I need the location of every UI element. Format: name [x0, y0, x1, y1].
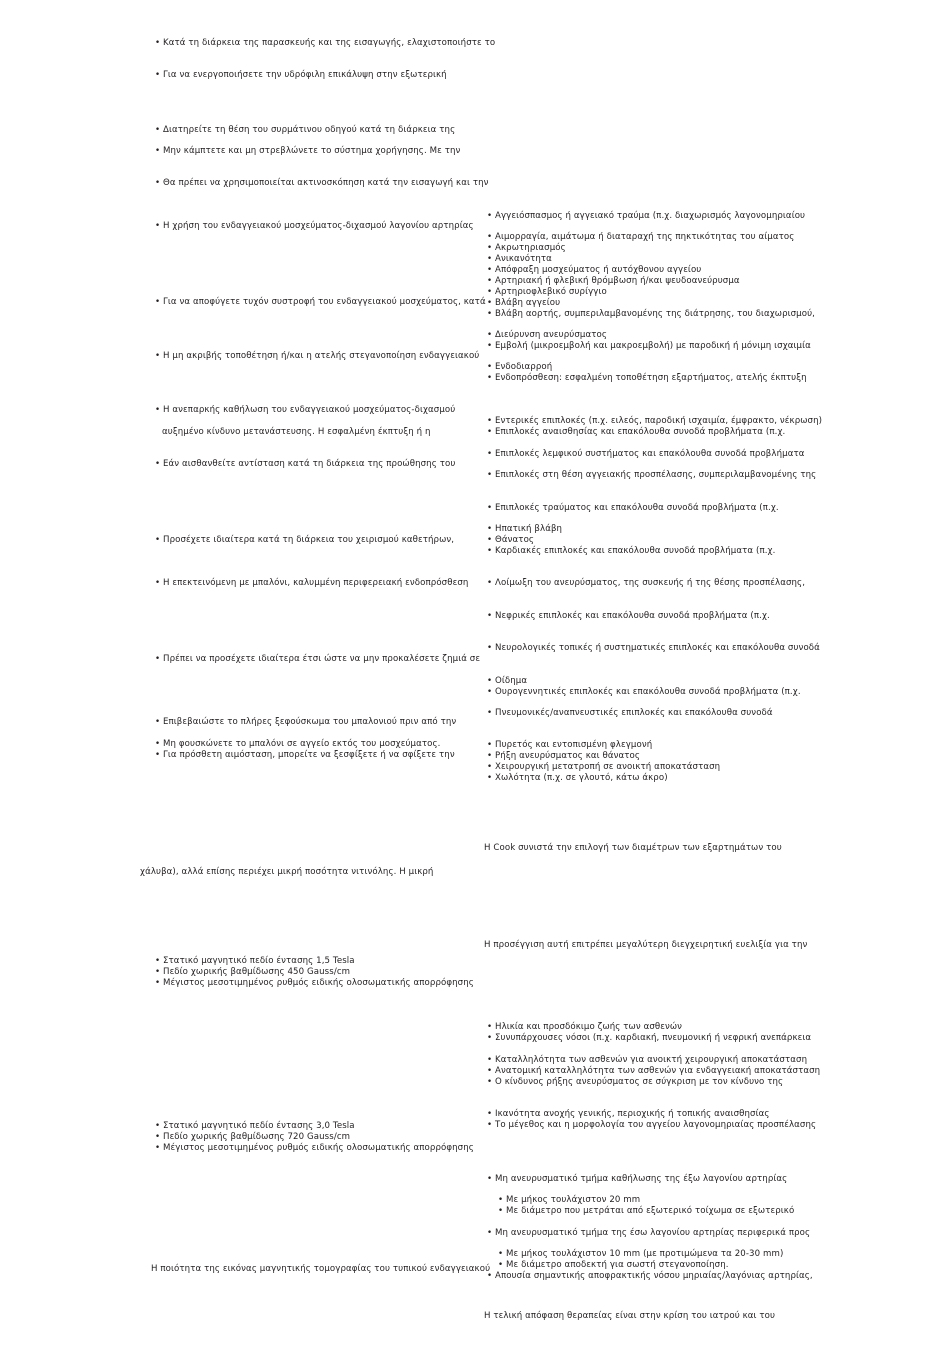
list-item: • Ικανότητα ανοχής γενικής, περιοχικής ή τοπικής αναισθησίας [487, 1109, 770, 1119]
anatomy-requirement-item: • Απουσία σημαντικής αποφρακτικής νόσου μηριαίας/λαγόνιας αρτηρίας, [487, 1271, 813, 1281]
list-item: • Στατικό μαγνητικό πεδίο έντασης 3,0 Tesla [155, 1121, 355, 1131]
adverse-events-list [487, 676, 801, 698]
list-item: • Το μέγεθος και η μορφολογία του αγγείου λαγονομηριαίας προσπέλασης [487, 1120, 817, 1130]
adverse-events-list [487, 416, 822, 438]
adverse-events-list [487, 362, 807, 384]
adverse-event-item: • Λοίμωξη του ανευρύσματος, της συσκευής ή της θέσης προσπέλασης, [487, 578, 806, 588]
list-item: • Ουρογεννητικές επιπλοκές και επακόλουθα συνοδά προβλήματα (π.χ. [487, 687, 801, 697]
list-item: • Ενδοδιαρροή [487, 362, 553, 372]
mri-conditions-list [155, 956, 474, 989]
list-item: • Αρτηριοφλεβικό συρίγγιο [487, 287, 607, 297]
list-item: • Ακρωτηριασμός [487, 243, 566, 253]
paragraph-line: Η τελική απόφαση θεραπείας είναι στην κρίση του ιατρού και του [484, 1311, 776, 1321]
paragraph-line: Η Cook συνιστά την επιλογή των διαμέτρων των εξαρτημάτων του [484, 843, 782, 853]
warning-bullet: • Πρέπει να προσέχετε ιδιαίτερα έτσι ώστε να μην προκαλέσετε ζημιά σε [155, 654, 481, 664]
warning-bullet: • Επιβεβαιώστε το πλήρες ξεφούσκωμα του μπαλονιού πριν από την [155, 717, 457, 727]
warning-bullet: • Η επεκτεινόμενη με μπαλόνι, καλυμμένη περιφερειακή ενδοπρόσθεση [155, 578, 469, 588]
list-item: • Πεδίο χωρικής βαθμίδωσης 720 Gauss/cm [155, 1132, 351, 1142]
list-item: • Εντερικές επιπλοκές (π.χ. ειλεός, παροδική ισχαιμία, έμφρακτο, νέκρωση) [487, 416, 823, 426]
warning-bullet: • Μη φουσκώνετε το μπαλόνι σε αγγείο εκτός του μοσχεύματος. [155, 739, 441, 749]
warning-bullet: • Η χρήση του ενδαγγειακού μοσχεύματος-διχασμού λαγονίου αρτηρίας [155, 221, 474, 231]
list-item: • Μέγιστος μεσοτιμημένος ρυθμός ειδικής ολοσωματικής απορρόφησης [155, 978, 474, 988]
list-item: • Καταλληλότητα των ασθενών για ανοικτή χειρουργική αποκατάσταση [487, 1055, 808, 1065]
adverse-event-item: • Νεφρικές επιπλοκές και επακόλουθα συνοδά προβλήματα (π.χ. [487, 611, 770, 621]
list-item: • Ενδοπρόσθεση: εσφαλμένη τοποθέτηση εξαρτήματος, ατελής έκπτυξη [487, 373, 807, 383]
list-item: • Χειρουργική μετατροπή σε ανοικτή αποκατάσταση [487, 762, 721, 772]
warning-bullet: • Για να ενεργοποιήσετε την υδρόφιλη επικάλυψη στην εξωτερική [155, 70, 447, 80]
paragraph-line: Η ποιότητα της εικόνας μαγνητικής τομογραφίας του τυπικού ενδαγγειακού [151, 1264, 491, 1274]
list-item: • Χωλότητα (π.χ. σε γλουτό, κάτω άκρο) [487, 773, 668, 783]
patient-selection-list [487, 1109, 816, 1131]
warning-bullet: • Διατηρείτε τη θέση του συρμάτινου οδηγού κατά τη διάρκεια της [155, 125, 456, 135]
list-item: • Οίδημα [487, 676, 528, 686]
paragraph-line: Η προσέγγιση αυτή επιτρέπει μεγαλύτερη διεγχειρητική ευελιξία για την [484, 940, 808, 950]
mri-conditions-list [155, 1121, 474, 1154]
warning-bullet: • Προσέχετε ιδιαίτερα κατά τη διάρκεια του χειρισμού καθετήρων, [155, 535, 455, 545]
adverse-events-list [487, 524, 775, 557]
list-item: • Επιπλοκές αναισθησίας και επακόλουθα συνοδά προβλήματα (π.χ. [487, 427, 786, 437]
adverse-event-item: • Πνευμονικές/αναπνευστικές επιπλοκές και επακόλουθα συνοδά [487, 708, 773, 718]
list-item: • Στατικό μαγνητικό πεδίο έντασης 1,5 Tesla [155, 956, 355, 966]
anatomy-sublist [498, 1249, 783, 1271]
adverse-event-item: • Επιπλοκές τραύματος και επακόλουθα συνοδά προβλήματα (π.χ. [487, 503, 779, 513]
warning-bullet: • Κατά τη διάρκεια της παρασκευής και της εισαγωγής, ελαχιστοποιήστε το [155, 38, 496, 48]
list-item: • Ηλικία και προσδόκιμο ζωής των ασθενών [487, 1022, 683, 1032]
warning-continuation: αυξημένο κίνδυνο μετανάστευσης. Η εσφαλμένη έκπτυξη ή η [162, 427, 431, 437]
adverse-event-item: • Επιπλοκές στη θέση αγγειακής προσπέλασης, συμπεριλαμβανομένης της [487, 470, 817, 480]
list-item: • Με μήκος τουλάχιστον 10 mm (με προτιμώμενα τα 20-30 mm) [498, 1249, 784, 1259]
adverse-events-list [487, 232, 815, 320]
list-item: • Απόφραξη μοσχεύματος ή αυτόχθονου αγγείου [487, 265, 702, 275]
warning-bullet: • Μην κάμπτετε και μη στρεβλώνετε το σύστημα χορήγησης. Με την [155, 146, 461, 156]
list-item: • Αρτηριακή ή φλεβική θρόμβωση ή/και ψευδοανεύρυσμα [487, 276, 740, 286]
list-item: • Με διάμετρο που μετράται από εξωτερικό τοίχωμα σε εξωτερικό [498, 1206, 795, 1216]
patient-selection-list [487, 1055, 820, 1088]
warning-bullet: • Για να αποφύγετε τυχόν συστροφή του ενδαγγειακού μοσχεύματος, κατά [155, 297, 486, 307]
list-item: • Καρδιακές επιπλοκές και επακόλουθα συνοδά προβλήματα (π.χ. [487, 546, 776, 556]
warning-bullet: • Η ανεπαρκής καθήλωση του ενδαγγειακού μοσχεύματος-διχασμού [155, 405, 456, 415]
list-item: • Πεδίο χωρικής βαθμίδωσης 450 Gauss/cm [155, 967, 351, 977]
adverse-event-item: • Αγγειόσπασμος ή αγγειακό τραύμα (π.χ. διαχωρισμός λαγονομηριαίου [487, 211, 806, 221]
list-item: • Θάνατος [487, 535, 535, 545]
warning-bullet: • Για πρόσθετη αιμόσταση, μπορείτε να ξεσφίξετε ή να σφίξετε την [155, 750, 455, 760]
anatomy-requirement-item: • Μη ανευρυσματικό τμήμα καθήλωσης της έξω λαγονίου αρτηρίας [487, 1174, 788, 1184]
adverse-events-list [487, 740, 720, 784]
list-item: • Με μήκος τουλάχιστον 20 mm [498, 1195, 641, 1205]
list-item: • Μέγιστος μεσοτιμημένος ρυθμός ειδικής ολοσωματικής απορρόφησης [155, 1143, 474, 1153]
list-item: • Διεύρυνση ανευρύσματος [487, 330, 608, 340]
paragraph-line: χάλυβα), αλλά επίσης περιέχει μικρή ποσότητα νιτινόλης. Η μικρή [140, 867, 434, 877]
adverse-event-item: • Νευρολογικές τοπικές ή συστηματικές επιπλοκές και επακόλουθα συνοδά [487, 643, 820, 653]
list-item: • Ανατομική καταλληλότητα των ασθενών για ενδαγγειακή αποκατάσταση [487, 1066, 821, 1076]
list-item: • Εμβολή (μικροεμβολή και μακροεμβολή) με παροδική ή μόνιμη ισχαιμία [487, 341, 811, 351]
patient-selection-list [487, 1022, 811, 1044]
list-item: • Ανικανότητα [487, 254, 552, 264]
warning-bullet: • Θα πρέπει να χρησιμοποιείται ακτινοσκόπηση κατά την εισαγωγή και την [155, 178, 489, 188]
list-item: • Ρήξη ανευρύσματος και θάνατος [487, 751, 641, 761]
warning-bullet: • Εάν αισθανθείτε αντίσταση κατά τη διάρκεια της προώθησης του [155, 459, 456, 469]
anatomy-sublist [498, 1195, 794, 1217]
list-item: • Αιμορραγία, αιμάτωμα ή διαταραχή της πηκτικότητας του αίματος [487, 232, 795, 242]
list-item: • Πυρετός και εντοπισμένη φλεγμονή [487, 740, 653, 750]
list-item: • Ηπατική βλάβη [487, 524, 563, 534]
list-item: • Με διάμετρο αποδεκτή για σωστή στεγανοποίηση. [498, 1260, 729, 1270]
list-item: • Βλάβη αορτής, συμπεριλαμβανομένης της διάτρησης, του διαχωρισμού, [487, 309, 816, 319]
list-item: • Ο κίνδυνος ρήξης ανευρύσματος σε σύγκριση με τον κίνδυνο της [487, 1077, 784, 1087]
adverse-events-list [487, 330, 811, 352]
warning-bullet: • Η μη ακριβής τοποθέτηση ή/και η ατελής στεγανοποίηση ενδαγγειακού [155, 351, 480, 361]
anatomy-requirement-item: • Μη ανευρυσματικό τμήμα της έσω λαγονίου αρτηρίας περιφερικά προς [487, 1228, 811, 1238]
list-item: • Βλάβη αγγείου [487, 298, 561, 308]
adverse-event-item: • Επιπλοκές λεμφικού συστήματος και επακόλουθα συνοδά προβλήματα [487, 449, 805, 459]
list-item: • Συνυπάρχουσες νόσοι (π.χ. καρδιακή, πνευμονική ή νεφρική ανεπάρκεια [487, 1033, 812, 1043]
